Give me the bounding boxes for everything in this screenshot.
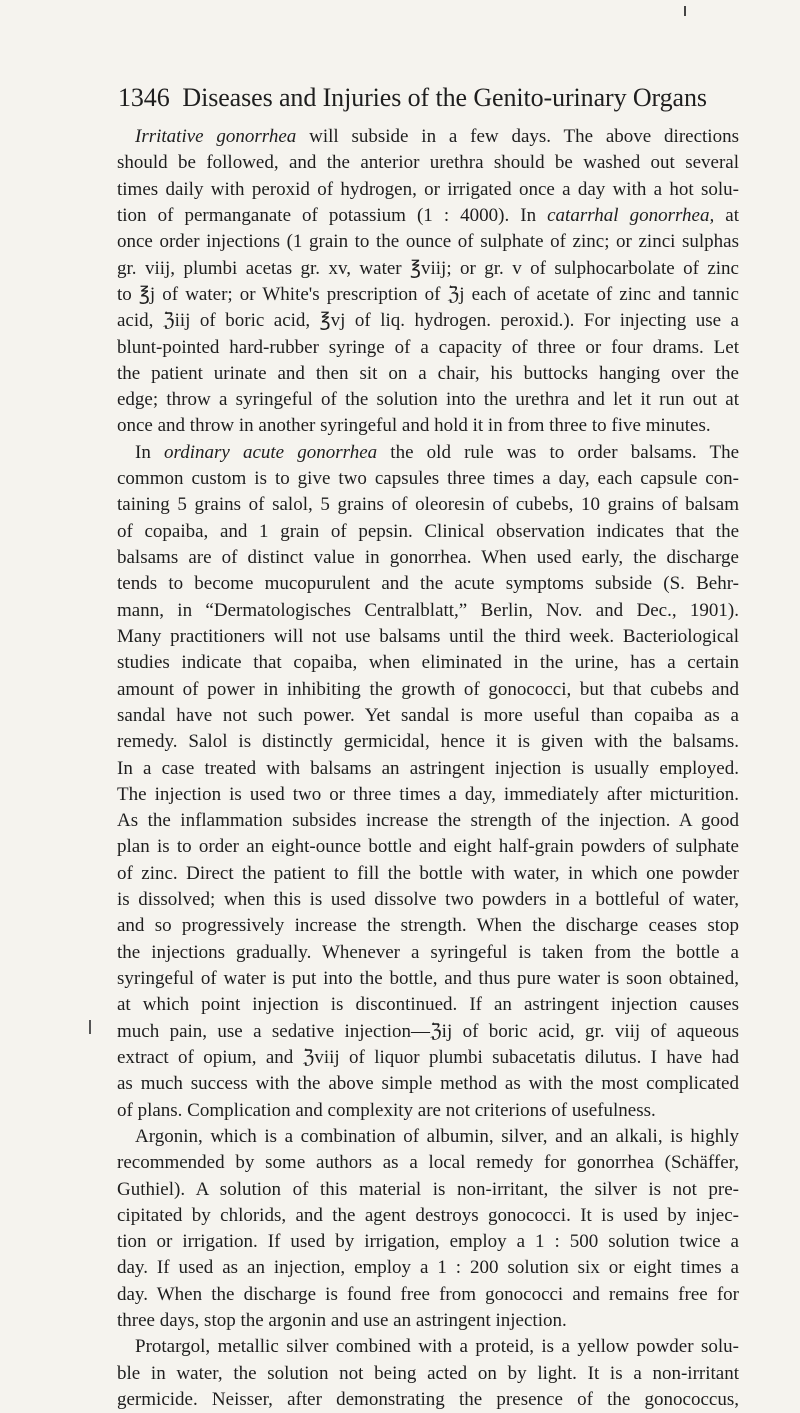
text-line: should be followed, and the anterior urethra should be washed out several [117, 152, 739, 174]
text-line: germicide. Neisser, after demonstrating the presence of the gonococcus, [117, 1389, 739, 1410]
text-line: amount of power in inhibiting the growth of gonococci, but that cubebs and [117, 678, 739, 700]
text-line: studies indicate that copaiba, when eliminated in the urine, has a certain [117, 652, 739, 674]
text-line: much pain, use a sedative injection—ℨij of boric acid, gr. viij of aqueous [117, 1020, 739, 1042]
running-title: Diseases and Injuries of the Genito-urinary Organs [182, 83, 707, 112]
text-line: sandal have not such power. Yet sandal is more useful than copaiba as a [117, 704, 739, 726]
text-line: syringeful of water is put into the bottle, and thus pure water is soon obtained, [117, 968, 739, 989]
text-line: Many practitioners will not use balsams until the third week. Bacteriological [117, 625, 739, 647]
text-line: In ordinary acute gonorrhea the old rule was to order balsams. The [135, 441, 740, 463]
text-line: cipitated by chlorids, and the agent destroys gonococci. It is used by injec- [117, 1204, 739, 1226]
text-line: tends to become mucopurulent and the acute symptoms subside (S. Behr- [117, 573, 739, 595]
text-line: the patient urinate and then sit on a chair, his buttocks hanging over the [117, 362, 739, 384]
text-line: times daily with peroxid of hydrogen, or irrigated once a day with a hot solu- [117, 178, 739, 200]
text-line: gr. viij, plumbi acetas gr. xv, water ℥viij; or gr. v of sulphocarbolate of zinc [117, 257, 739, 279]
text-line: ble in water, the solution not being acted on by light. It is a non-irritant [117, 1362, 739, 1384]
text-line: at which point injection is discontinued. If an astringent injection causes [117, 994, 739, 1016]
text-line: of plans. Complication and complexity are not criterions of usefulness. [117, 1099, 656, 1121]
text-line: once order injections (1 grain to the ounce of sulphate of zinc; or zinci sulphas [117, 231, 739, 253]
text-line: blunt-pointed hard-rubber syringe of a capacity of three or four drams. Let [117, 336, 739, 358]
scan-mark-top [684, 6, 686, 16]
text-line: As the inflammation subsides increase the strength of the injection. A good [117, 810, 739, 832]
text-line: recommended by some authors as a local remedy for gonorrhea (Schäffer, [117, 1152, 739, 1174]
text-line: Argonin, which is a combination of albumin, silver, and an alkali, is highly [135, 1125, 739, 1147]
running-header [118, 78, 738, 118]
scan-mark-margin [89, 1020, 91, 1034]
text-line: edge; throw a syringeful of the solution into the urethra and let it run out at [117, 389, 739, 411]
text-line: extract of opium, and ℨviij of liquor plumbi subacetatis dilutus. I have had [117, 1046, 739, 1068]
text-line: balsams are of distinct value in gonorrhea. When used early, the discharge [117, 547, 739, 568]
text-line: Protargol, metallic silver combined with a proteid, is a yellow powder solu- [135, 1336, 739, 1358]
text-line: day. When the discharge is found free from gonococci and remains free for [117, 1283, 739, 1305]
text-line: day. If used as an injection, employ a 1 : 200 solution six or eight times a [117, 1257, 739, 1279]
text-line: In a case treated with balsams an astringent injection is usually employed. [117, 757, 739, 779]
text-line: of zinc. Direct the patient to fill the bottle with water, in which one powder [117, 862, 739, 884]
text-line: Guthiel). A solution of this material is non-irritant, the silver is not pre- [117, 1178, 739, 1200]
body-text [117, 124, 739, 1413]
text-line: common custom is to give two capsules three times a day, each capsule con- [117, 468, 739, 490]
text-line: The injection is used two or three times a day, immediately after micturition. [117, 783, 739, 805]
text-line: remedy. Salol is distinctly germicidal, hence it is given with the balsams. [117, 731, 739, 753]
text-line: of copaiba, and 1 grain of pepsin. Clinical observation indicates that the [117, 520, 739, 542]
text-line: tion of permanganate of potassium (1 : 4000). In catarrhal gonorrhea, at [117, 204, 739, 226]
text-line: and so progressively increase the strength. When the discharge ceases stop [117, 915, 739, 937]
text-line: three days, stop the argonin and use an astringent injection. [117, 1310, 567, 1332]
text-line: plan is to order an eight-ounce bottle and eight half-grain powders of sulphate [117, 836, 739, 858]
text-line: acid, ℨiij of boric acid, ℥vj of liq. hydrogen. peroxid.). For injecting use a [117, 310, 739, 332]
text-line: tion or irrigation. If used by irrigation, employ a 1 : 500 solution twice a [117, 1231, 739, 1253]
text-line: mann, in “Dermatologisches Centralblatt,” Berlin, Nov. and Dec., 1901). [117, 599, 739, 621]
text-line: is dissolved; when this is used dissolve two powders in a bottleful of water, [117, 889, 739, 911]
text-line: as much success with the above simple method as with the most complicated [117, 1073, 739, 1095]
text-line: to ℥j of water; or White's prescription of ℨj each of acetate of zinc and tannic [117, 283, 739, 305]
text-line: the injections gradually. Whenever a syringeful is taken from the bottle a [117, 941, 739, 963]
text-line: taining 5 grains of salol, 5 grains of oleoresin of cubebs, 10 grains of balsam [117, 494, 739, 516]
text-line: Irritative gonorrhea will subside in a few days. The above directions [135, 126, 739, 147]
page-number: 1346 [118, 83, 170, 112]
text-line: once and throw in another syringeful and hold it in from three to five minutes. [117, 415, 711, 437]
